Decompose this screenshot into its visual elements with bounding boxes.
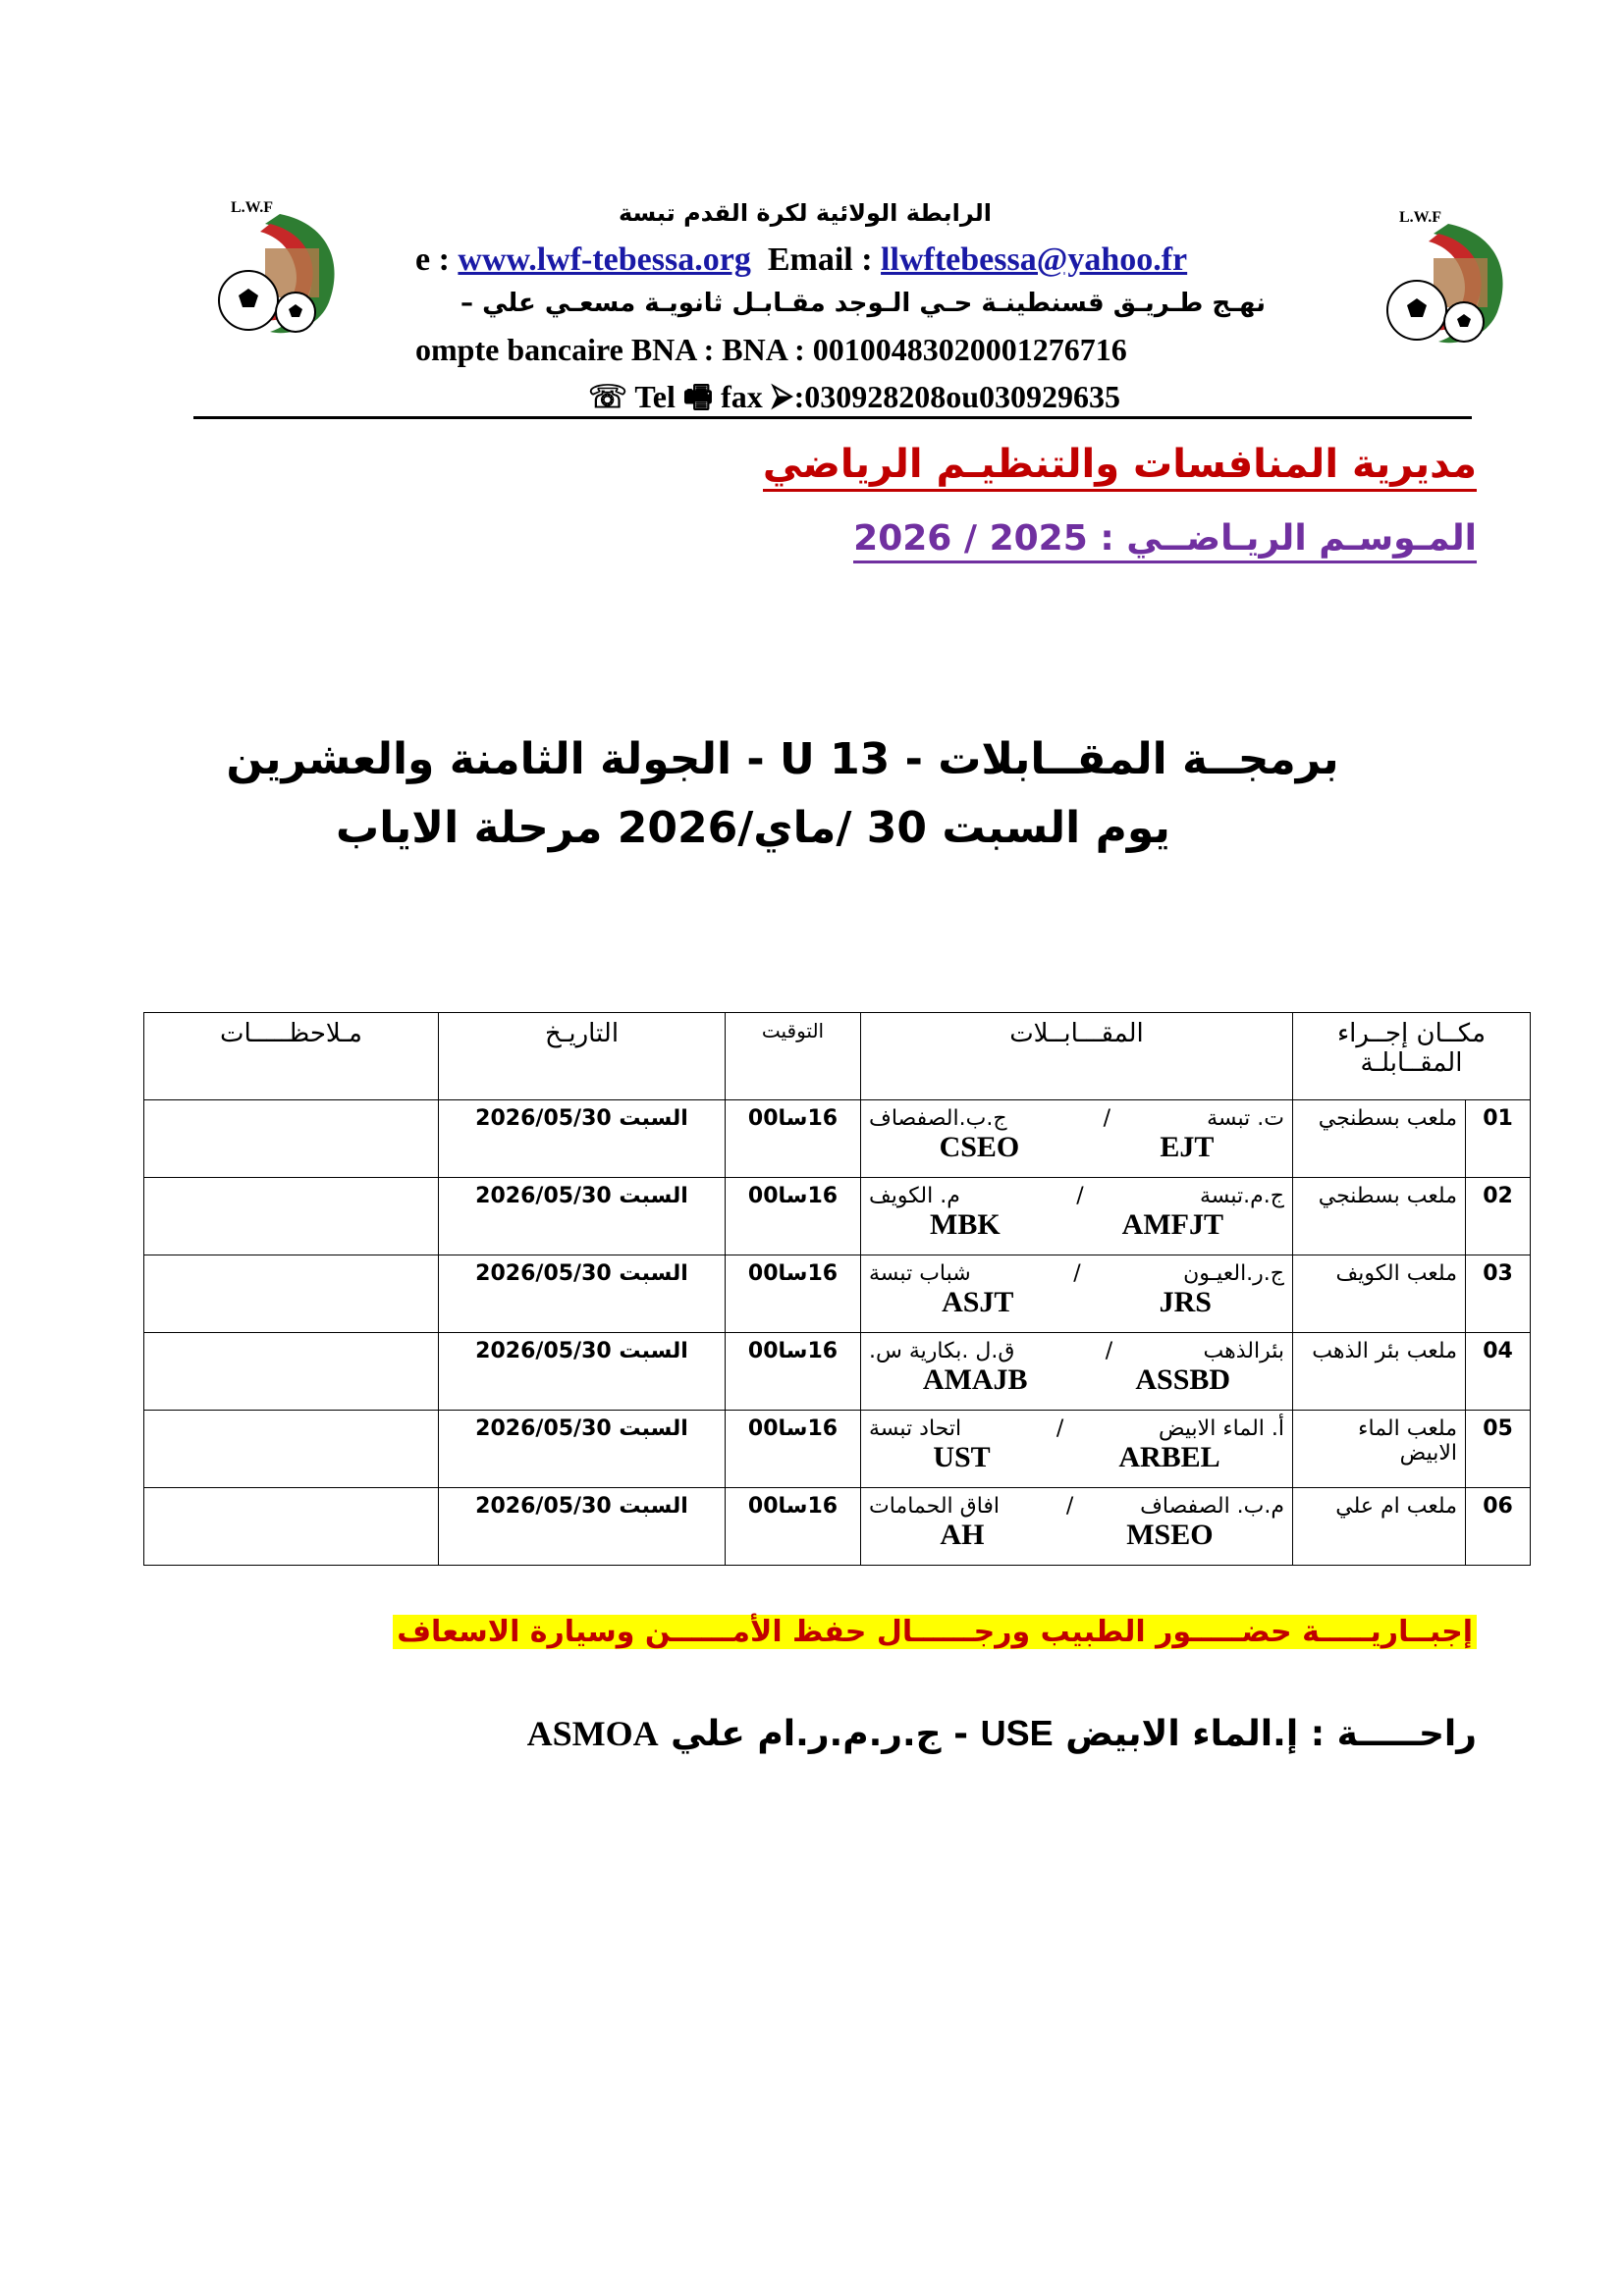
match-venue: ملعب بسطنجي xyxy=(1293,1178,1466,1255)
rest-team1: إ.الماء الابيض xyxy=(1065,1714,1299,1754)
home-code: EJT xyxy=(1160,1131,1215,1163)
match-separator: / xyxy=(1105,1339,1113,1363)
rest-colon: : xyxy=(1298,1714,1337,1754)
match-separator: / xyxy=(1065,1494,1074,1519)
match-date: السبت 2026/05/30 xyxy=(439,1333,726,1411)
email-link[interactable]: llwftebessa@yahoo.fr xyxy=(881,241,1188,278)
match-date: السبت 2026/05/30 xyxy=(439,1178,726,1255)
away-code: ASJT xyxy=(942,1286,1014,1318)
away-team: ج.ب.الصفصاف xyxy=(869,1106,1007,1131)
away-code: CSEO xyxy=(939,1131,1020,1163)
match-number: 04 xyxy=(1466,1333,1531,1411)
match-number: 01 xyxy=(1466,1100,1531,1178)
table-row xyxy=(144,1100,1531,1178)
match-venue: ملعب الماء الابيض xyxy=(1293,1411,1466,1488)
match-venue: ملعب بسطنجي xyxy=(1293,1100,1466,1178)
match-time: 16سا00 xyxy=(726,1255,861,1333)
match-cell xyxy=(861,1333,1293,1411)
match-separator: / xyxy=(1076,1184,1084,1208)
match-notes xyxy=(144,1411,439,1488)
phone-fax: ☏ Tel 🖷 fax ⮚:030928208ou030929635 xyxy=(587,379,1121,414)
rest-teams xyxy=(527,1713,1477,1754)
match-date: السبت 2026/05/30 xyxy=(439,1488,726,1566)
rest-team2-code: ASMOA xyxy=(526,1714,659,1753)
match-separator: / xyxy=(1056,1416,1064,1441)
home-code: JRS xyxy=(1159,1286,1212,1318)
home-code: AMFJT xyxy=(1121,1208,1223,1241)
match-cell xyxy=(861,1255,1293,1333)
header-time: التوقيت xyxy=(726,1013,861,1100)
home-code: MSEO xyxy=(1126,1519,1214,1551)
mandatory-notice: إجبــاريـــــة حضـــــور الطبيب ورجــــــال حفظ الأمــــــن وسيارة الاسعاف xyxy=(393,1615,1477,1649)
org-name: الرابطة الولائية لكرة القدم تبسة xyxy=(618,199,993,227)
match-time: 16سا00 xyxy=(726,1411,861,1488)
table-row xyxy=(144,1178,1531,1255)
directorate-title: مديرية المنافسات والتنظيـم الرياضي xyxy=(763,442,1477,492)
home-code: ARBEL xyxy=(1118,1441,1220,1473)
match-cell xyxy=(861,1100,1293,1178)
contact-line xyxy=(415,241,1436,279)
logo-text: L.W.F xyxy=(231,199,273,216)
header-date: التاريـخ xyxy=(439,1013,726,1100)
match-number: 05 xyxy=(1466,1411,1531,1488)
home-team: أ. الماء الابيض xyxy=(1158,1416,1284,1441)
match-separator: / xyxy=(1103,1106,1111,1131)
match-venue: ملعب ام علي xyxy=(1293,1488,1466,1566)
home-team: م.ب. الصفصاف xyxy=(1140,1494,1284,1519)
match-number: 02 xyxy=(1466,1178,1531,1255)
match-notes xyxy=(144,1255,439,1333)
match-notes xyxy=(144,1333,439,1411)
header-matches: المقـــابــلات xyxy=(861,1013,1293,1100)
match-number: 03 xyxy=(1466,1255,1531,1333)
match-time: 16سا00 xyxy=(726,1178,861,1255)
home-team: بئرالذهب xyxy=(1203,1339,1284,1363)
home-team: ت. تبسة xyxy=(1207,1106,1284,1131)
table-row xyxy=(144,1333,1531,1411)
match-venue: ملعب الكويف xyxy=(1293,1255,1466,1333)
away-team: اتحاد تبسة xyxy=(869,1416,962,1441)
season-label: المـوسـم الريـاضــي : 2025 / 2026 xyxy=(853,518,1477,563)
header-divider xyxy=(193,416,1472,419)
away-team: شباب تبسة xyxy=(869,1261,971,1286)
rest-team1-code: USE xyxy=(980,1713,1054,1753)
home-team: ج.ر.العيـون xyxy=(1183,1261,1284,1286)
away-code: AH xyxy=(940,1519,985,1551)
away-code: UST xyxy=(933,1441,991,1473)
match-date: السبت 2026/05/30 xyxy=(439,1411,726,1488)
schedule-title: برمجــة المقــابلات - U 13 - الجولة الثامنة والعشرين xyxy=(226,734,1339,784)
match-time: 16سا00 xyxy=(726,1100,861,1178)
away-team: ق.ل .بكارية س. xyxy=(869,1339,1015,1363)
table-header-row xyxy=(144,1013,1531,1100)
match-cell xyxy=(861,1178,1293,1255)
match-venue: ملعب بئر الذهب xyxy=(1293,1333,1466,1411)
away-code: MBK xyxy=(930,1208,1001,1241)
match-notes xyxy=(144,1100,439,1178)
bank-account: ompte bancaire BNA : BNA : 00100483020001276716 xyxy=(415,332,1127,367)
table-row xyxy=(144,1488,1531,1566)
address: نهـج طـريـق قسنطينـة حـي الـوجد مقـابـل ثانويـة مسعـي علي – xyxy=(460,289,1266,318)
schedule-date: يوم السبت 30 /ماي/2026 مرحلة الاياب xyxy=(336,803,1170,853)
logo-text: L.W.F xyxy=(1399,209,1441,226)
match-notes xyxy=(144,1178,439,1255)
match-notes xyxy=(144,1488,439,1566)
away-team: افاق الحمامات xyxy=(869,1494,1001,1519)
site-label: e : xyxy=(415,241,459,278)
header-notes: مـلاحظـــــات xyxy=(144,1013,439,1100)
match-time: 16سا00 xyxy=(726,1488,861,1566)
site-link[interactable]: www.lwf-tebessa.org xyxy=(458,241,751,278)
rest-dash: - xyxy=(941,1714,981,1754)
home-team: ج.م.تبسة xyxy=(1200,1184,1284,1208)
away-code: AMAJB xyxy=(922,1363,1028,1396)
match-time: 16سا00 xyxy=(726,1333,861,1411)
table-row xyxy=(144,1255,1531,1333)
match-number: 06 xyxy=(1466,1488,1531,1566)
match-date: السبت 2026/05/30 xyxy=(439,1255,726,1333)
match-date: السبت 2026/05/30 xyxy=(439,1100,726,1178)
match-cell xyxy=(861,1411,1293,1488)
header-venue: مكــان إجــراء المقــابلـة xyxy=(1293,1013,1531,1100)
schedule-table xyxy=(143,1012,1531,1566)
match-cell xyxy=(861,1488,1293,1566)
home-code: ASSBD xyxy=(1135,1363,1231,1396)
away-team: م. الكويف xyxy=(869,1184,960,1208)
table-row xyxy=(144,1411,1531,1488)
rest-team2: ج.ر.م.ر.ام علي xyxy=(671,1714,942,1754)
email-label: Email : xyxy=(767,241,882,278)
rest-label: راحـــــة xyxy=(1336,1714,1477,1754)
match-separator: / xyxy=(1073,1261,1081,1286)
